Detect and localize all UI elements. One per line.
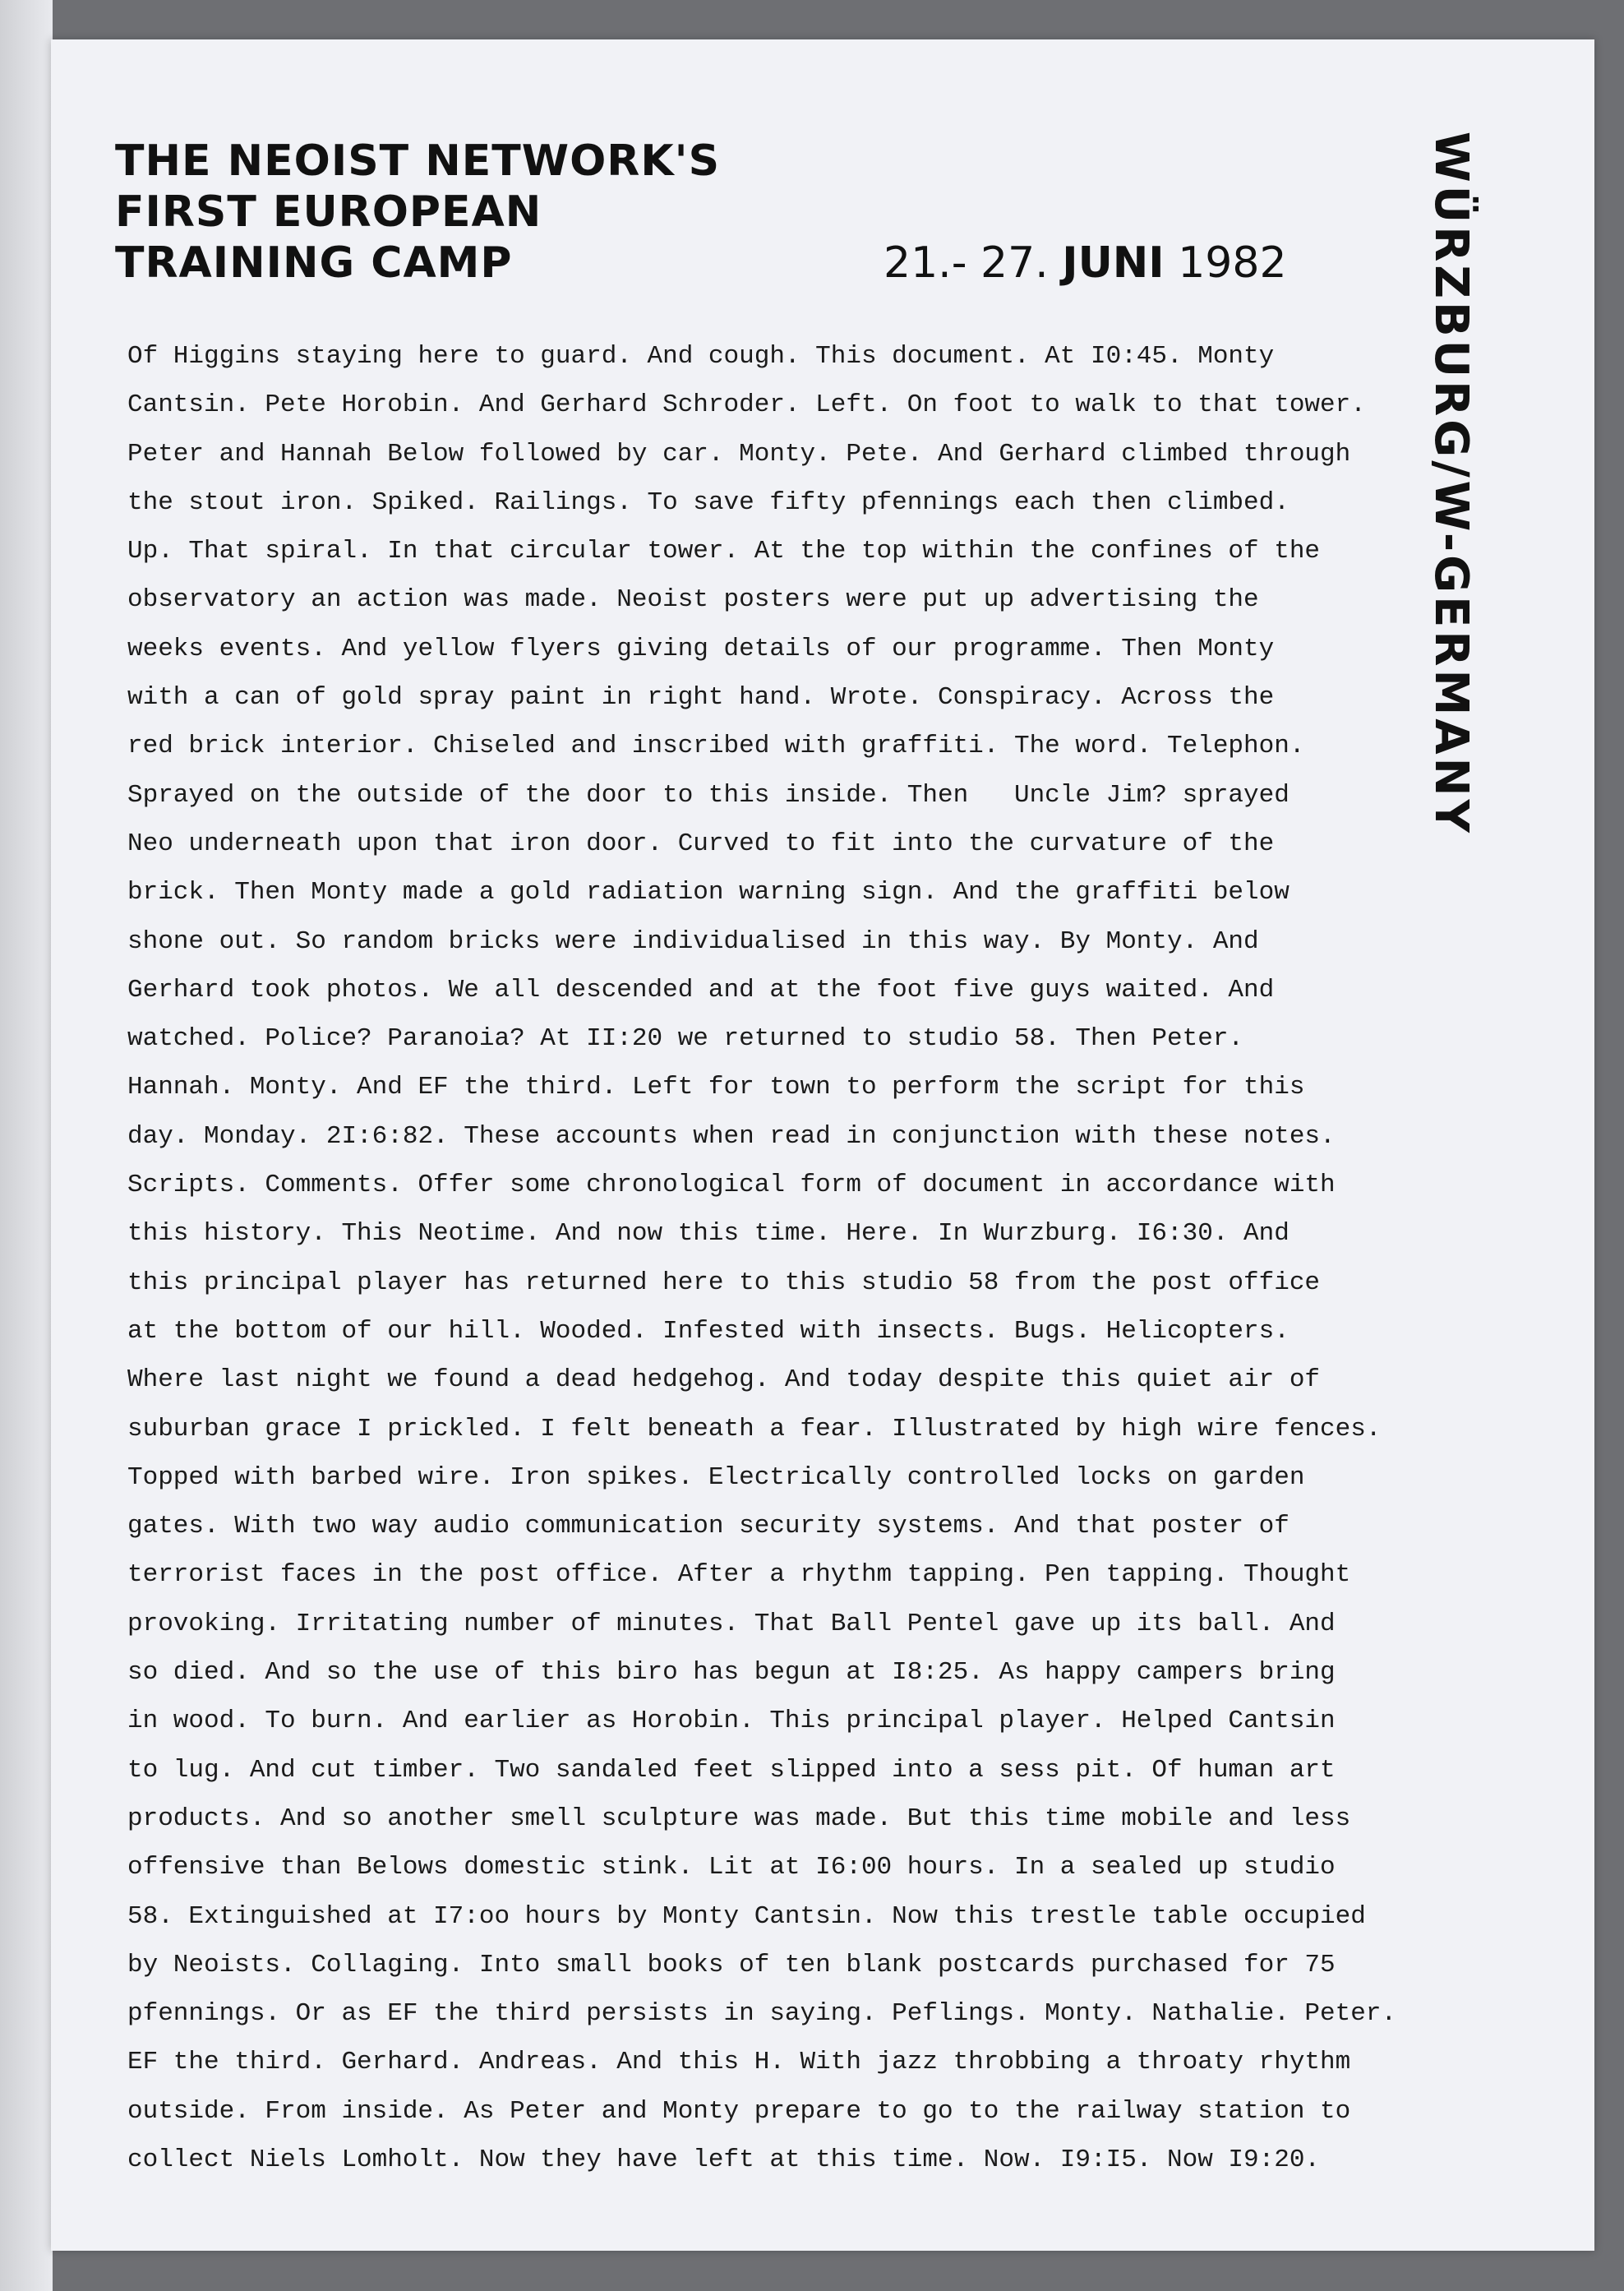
body-line: in wood. To burn. And earlier as Horobin. This principal player. Helped Cantsin <box>127 1707 1336 1736</box>
title-line-1: THE NEOIST NETWORK'S <box>115 136 721 186</box>
body-line: this history. This Neotime. And now this time. Here. In Wurzburg. I6:30. And <box>127 1219 1290 1249</box>
body-line: Sprayed on the outside of the door to this inside. Then Uncle Jim? sprayed <box>127 780 1290 810</box>
body-line: Neo underneath upon that iron door. Curved to fit into the curvature of the <box>127 829 1275 858</box>
body-line: terrorist faces in the post office. After a rhythm tapping. Pen tapping. Thought <box>127 1560 1351 1590</box>
body-line: collect Niels Lomholt. Now they have left at this time. Now. I9:I5. Now I9:20. <box>127 2145 1321 2174</box>
body-line: EF the third. Gerhard. Andreas. And this H. With jazz throbbing a throaty rhythm <box>127 2048 1351 2077</box>
body-line: gates. With two way audio communication security systems. And that poster of <box>127 1512 1290 1541</box>
date-year: 1982 <box>1178 238 1287 288</box>
date-month: JUNI <box>1062 238 1165 288</box>
date-range: 21.- 27. <box>884 238 1049 288</box>
page-gutter <box>0 0 53 2291</box>
body-line: Up. That spiral. In that circular tower. At the top within the confines of the <box>127 537 1321 566</box>
body-line: pfennings. Or as EF the third persists in saying. Peflings. Monty. Nathalie. Peter. <box>127 1999 1397 2029</box>
body-line: Hannah. Monty. And EF the third. Left for town to perform the script for this <box>127 1073 1305 1102</box>
body-line: with a can of gold spray paint in right hand. Wrote. Conspiracy. Across the <box>127 683 1275 713</box>
body-line: provoking. Irritating number of minutes. That Ball Pentel gave up its ball. And <box>127 1609 1336 1638</box>
body-line: Gerhard took photos. We all descended and at the foot five guys waited. And <box>127 975 1275 1005</box>
body-line: by Neoists. Collaging. Into small books of ten blank postcards purchased for 75 <box>127 1950 1336 1979</box>
body-line: red brick interior. Chiseled and inscribed with graffiti. The word. Telephon. <box>127 732 1305 761</box>
title-line-2: FIRST EUROPEAN <box>115 187 542 237</box>
body-line: to lug. And cut timber. Two sandaled feet slipped into a sess pit. Of human art <box>127 1755 1336 1785</box>
body-line: Where last night we found a dead hedgehog. And today despite this quiet air of <box>127 1365 1321 1395</box>
body-line: Topped with barbed wire. Iron spikes. Electrically controlled locks on garden <box>127 1462 1305 1492</box>
typewritten-body <box>127 332 1442 2184</box>
body-line: suburban grace I prickled. I felt beneath a fear. Illustrated by high wire fences. <box>127 1414 1382 1443</box>
body-line: so died. And so the use of this biro has begun at I8:25. As happy campers bring <box>127 1658 1336 1688</box>
body-line: shone out. So random bricks were individualised in this way. By Monty. And <box>127 926 1259 956</box>
body-line: offensive than Belows domestic stink. Lit at I6:00 hours. In a sealed up studio <box>127 1853 1336 1882</box>
body-line: at the bottom of our hill. Wooded. Infested with insects. Bugs. Helicopters. <box>127 1316 1290 1346</box>
body-line: the stout iron. Spiked. Railings. To save fifty pfennings each then climbed. <box>127 487 1290 517</box>
body-line: observatory an action was made. Neoist posters were put up advertising the <box>127 585 1259 615</box>
body-line: 58. Extinguished at I7:oo hours by Monty Cantsin. Now this trestle table occupied <box>127 1901 1366 1931</box>
title-line-3: TRAINING CAMP <box>115 238 513 288</box>
body-line: day. Monday. 2I:6:82. These accounts when read in conjunction with these notes. <box>127 1121 1336 1151</box>
body-line: this principal player has returned here to this studio 58 from the post office <box>127 1268 1321 1297</box>
location-label: WÜRZBURG/W-GERMANY <box>1424 132 1478 836</box>
body-line: watched. Police? Paranoia? At II:20 we returned to studio 58. Then Peter. <box>127 1024 1244 1054</box>
body-line: outside. From inside. As Peter and Monty prepare to go to the railway station to <box>127 2096 1351 2126</box>
body-line: Of Higgins staying here to guard. And cough. This document. At I0:45. Monty <box>127 342 1275 371</box>
body-line: products. And so another smell sculpture was made. But this time mobile and less <box>127 1804 1351 1833</box>
body-line: weeks events. And yellow flyers giving details of our programme. Then Monty <box>127 634 1275 663</box>
body-line: Scripts. Comments. Offer some chronological form of document in accordance with <box>127 1171 1336 1200</box>
document-title <box>115 136 720 289</box>
event-dates <box>884 238 1287 288</box>
body-line: brick. Then Monty made a gold radiation warning sign. And the graffiti below <box>127 878 1290 908</box>
body-line: Peter and Hannah Below followed by car. Monty. Pete. And Gerhard climbed through <box>127 439 1351 469</box>
body-line: Cantsin. Pete Horobin. And Gerhard Schroder. Left. On foot to walk to that tower. <box>127 390 1366 420</box>
